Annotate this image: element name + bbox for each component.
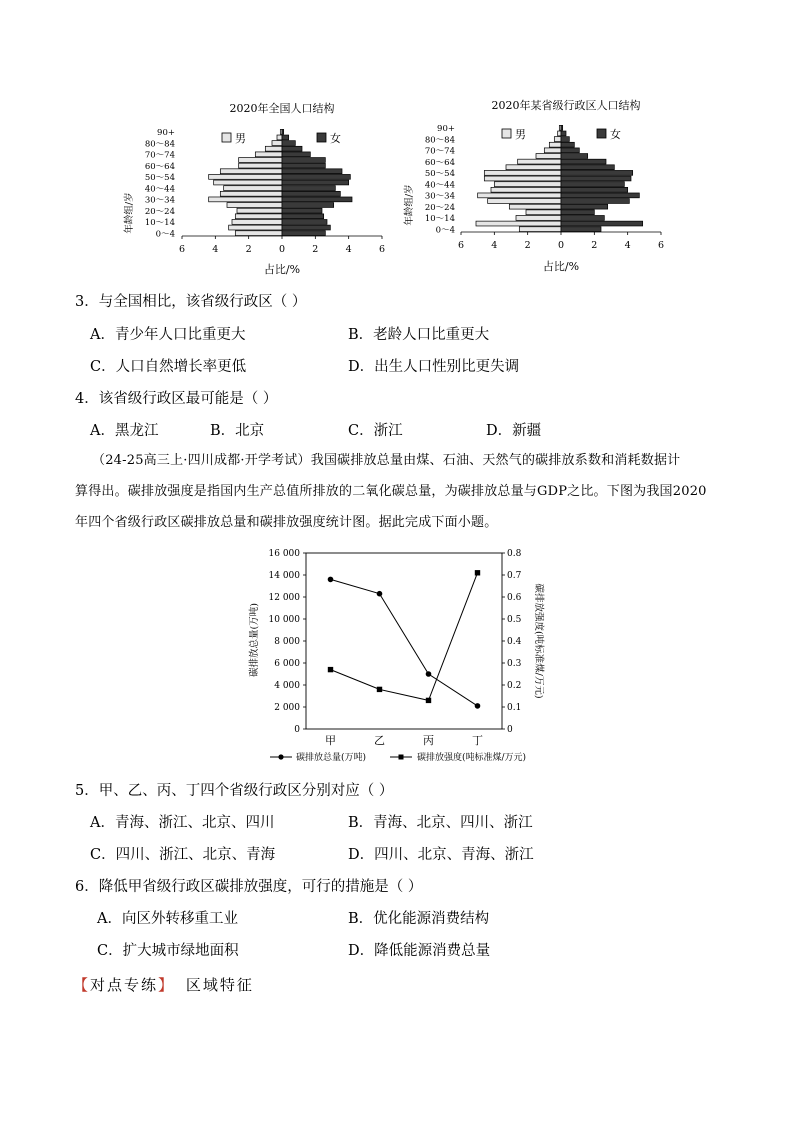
male-bar	[518, 159, 561, 164]
age-group-label: 20～24	[144, 206, 175, 217]
male-bar	[255, 152, 282, 157]
male-bar	[277, 135, 282, 140]
male-bar	[554, 137, 561, 142]
x-category-label: 乙	[374, 734, 385, 747]
x-tick-label: 6	[178, 244, 186, 255]
question-4-option-d[interactable]: D．新疆	[486, 423, 542, 439]
female-bar	[282, 169, 342, 174]
female-bar	[561, 154, 588, 159]
female-bar	[561, 199, 629, 204]
female-bar	[282, 180, 349, 185]
section-bracket-close: 】	[158, 976, 176, 994]
y2-tick-label: 0.1	[507, 703, 522, 714]
male-bar	[478, 193, 561, 198]
passage-line-1: （24-25高三上·四川成都·开学考试）我国碳排放总量由煤、石油、天然气的碳排放系数和消耗数据计	[92, 453, 681, 468]
pyramid-xlabel: 占比/%	[263, 263, 301, 276]
male-bar	[227, 203, 282, 208]
male-bar	[239, 163, 282, 168]
question-6-option-d[interactable]: D．降低能源消费总量	[348, 943, 491, 959]
age-group-label: 30～34	[144, 195, 175, 206]
age-group-label: 50～54	[424, 169, 455, 180]
legend-female-label: 女	[610, 128, 621, 141]
male-bar	[506, 165, 561, 170]
y-tick-label: 12 000	[268, 593, 300, 604]
female-bar	[561, 165, 614, 170]
legend-total-marker	[278, 754, 283, 759]
question-5-stem: 5．甲、乙、丙、丁四个省级行政区分别对应（ ）	[75, 783, 394, 799]
population-pyramid-province	[398, 92, 688, 277]
female-bar	[282, 220, 327, 225]
female-bar	[282, 174, 350, 179]
pyramid-xlabel: 占比/%	[542, 260, 580, 273]
y-tick-label: 8 000	[274, 637, 300, 648]
y2-tick-label: 0.7	[507, 571, 522, 582]
male-bar	[558, 131, 561, 136]
male-bar	[220, 169, 282, 174]
female-bar	[561, 210, 594, 215]
male-bar	[209, 197, 282, 202]
y2-tick-label: 0.6	[507, 593, 522, 604]
female-bar	[561, 227, 601, 232]
male-bar	[484, 170, 561, 175]
legend-male-label: 男	[515, 128, 526, 141]
male-bar	[235, 214, 282, 219]
x-tick-label: 4	[345, 244, 352, 255]
x-tick-label: 0	[278, 244, 286, 255]
y-tick-label: 0	[294, 725, 300, 736]
male-bar	[476, 221, 561, 226]
legend-intensity-label: 碳排放强度(吨标准煤/万元)	[417, 753, 527, 763]
legend-male-swatch	[222, 133, 231, 142]
question-4-option-c[interactable]: C．浙江	[348, 423, 403, 439]
male-bar	[519, 227, 561, 232]
male-bar	[237, 208, 282, 213]
age-group-label: 90+	[157, 128, 175, 139]
male-bar	[239, 158, 282, 163]
question-5-option-c[interactable]: C．四川、浙江、北京、青海	[90, 847, 276, 863]
age-group-label: 50～54	[144, 173, 175, 184]
female-bar	[282, 225, 330, 230]
age-group-label: 0～4	[435, 225, 455, 236]
question-4-stem: 4．该省级行政区最可能是（ ）	[75, 391, 278, 407]
question-6-option-a[interactable]: A．向区外转移重工业	[97, 911, 238, 927]
male-bar	[494, 182, 561, 187]
male-bar	[544, 148, 561, 153]
female-bar	[282, 146, 302, 151]
y2-tick-label: 0.5	[507, 615, 522, 626]
question-4-option-b[interactable]: B．北京	[210, 423, 265, 439]
x-tick-label: 6	[378, 244, 386, 255]
age-group-label: 10～14	[144, 218, 175, 229]
pyramid-ylabel: 年龄组/岁	[404, 184, 415, 226]
age-group-label: 60～64	[144, 161, 175, 172]
pyramid-bars	[476, 125, 643, 231]
age-group-label: 70～74	[144, 150, 175, 161]
question-6-option-c[interactable]: C．扩大城市绿地面积	[97, 943, 239, 959]
age-group-label: 70～74	[424, 146, 455, 157]
total-emission-point	[328, 577, 334, 583]
female-bar	[282, 186, 335, 191]
female-bar	[561, 204, 608, 209]
age-group-label: 0～4	[155, 229, 175, 240]
male-bar	[484, 176, 561, 181]
emission-intensity-point	[426, 698, 431, 703]
female-bar	[561, 125, 563, 130]
female-bar	[561, 131, 566, 136]
emission-intensity-point	[475, 570, 480, 575]
male-bar	[229, 225, 282, 230]
question-3-option-d[interactable]: D．出生人口性别比更失调	[348, 359, 520, 375]
question-3-stem: 3．与全国相比，该省级行政区（ ）	[75, 294, 307, 310]
carbon-emission-chart	[240, 543, 560, 773]
female-bar	[561, 221, 643, 226]
male-bar	[536, 154, 561, 159]
age-group-label: 40～44	[144, 184, 175, 195]
y2-tick-label: 0.8	[507, 549, 522, 560]
age-group-label: 80～84	[144, 139, 175, 150]
pyramid-title: 2020年全国人口结构	[229, 102, 335, 115]
female-bar	[561, 182, 624, 187]
male-bar	[272, 141, 282, 146]
female-bar	[282, 203, 334, 208]
y-tick-label: 14 000	[268, 571, 300, 582]
female-bar	[561, 148, 579, 153]
female-bar	[561, 170, 633, 175]
pyramid-ylabel: 年龄组/岁	[124, 192, 135, 234]
female-bar	[282, 163, 325, 168]
question-6-option-b[interactable]: B．优化能源消费结构	[348, 911, 490, 927]
age-group-label: 40～44	[424, 180, 455, 191]
y2-tick-label: 0	[507, 725, 513, 736]
section-heading	[73, 974, 254, 995]
passage-line-3: 年四个省级行政区碳排放总量和碳排放强度统计图。据此完成下面小题。	[75, 515, 498, 530]
male-bar	[491, 187, 561, 192]
female-bar	[561, 216, 604, 221]
y2-tick-label: 0.3	[507, 659, 522, 670]
x-tick-label: 2	[245, 244, 252, 255]
male-bar	[516, 216, 561, 221]
male-bar	[488, 199, 561, 204]
male-bar	[549, 142, 561, 147]
female-bar	[561, 137, 569, 142]
legend-total-label: 碳排放总量(万吨)	[296, 753, 367, 763]
legend-male-swatch	[502, 129, 511, 138]
female-bar	[282, 129, 284, 134]
female-bar	[282, 197, 352, 202]
total-emission-point	[377, 591, 383, 597]
question-4-option-a[interactable]: A．黑龙江	[90, 423, 159, 439]
legend-female-swatch	[597, 129, 606, 138]
y-tick-label: 10 000	[268, 615, 300, 626]
chart-legend	[270, 751, 526, 763]
female-bar	[282, 208, 322, 213]
male-bar	[214, 180, 282, 185]
x-tick-label: 0	[557, 240, 565, 251]
x-tick-label: 6	[457, 240, 465, 251]
male-bar	[509, 204, 561, 209]
x-tick-label: 2	[524, 240, 531, 251]
y-tick-label: 2 000	[274, 703, 300, 714]
chart-series	[328, 570, 481, 709]
female-bar	[282, 191, 340, 196]
emission-intensity-point	[377, 687, 382, 692]
legend-male-label: 男	[235, 132, 246, 145]
age-group-label: 20～24	[424, 202, 455, 213]
x-tick-label: 6	[657, 240, 665, 251]
female-bar	[282, 158, 325, 163]
female-bar	[561, 193, 639, 198]
x-tick-label: 2	[591, 240, 598, 251]
female-bar	[282, 152, 310, 157]
question-5-option-b[interactable]: B．青海、北京、四川、浙江	[348, 815, 533, 831]
question-5-option-a[interactable]: A．青海、浙江、北京、四川	[90, 815, 275, 831]
male-bar	[265, 146, 282, 151]
male-bar	[232, 220, 282, 225]
question-6-stem: 6．降低甲省级行政区碳排放强度，可行的措施是（ ）	[75, 879, 423, 895]
female-bar	[561, 187, 628, 192]
question-5-option-d[interactable]: D．四川、北京、青海、浙江	[348, 847, 534, 863]
age-group-label: 60～64	[424, 157, 455, 168]
age-group-label: 10～14	[424, 214, 455, 225]
total-emission-line	[331, 579, 478, 706]
legend-female-swatch	[317, 133, 326, 142]
female-bar	[282, 141, 295, 146]
x-tick-label: 4	[491, 240, 498, 251]
section-title: 区域特征	[185, 976, 254, 994]
x-category-label: 丁	[472, 734, 483, 747]
y2-tick-label: 0.2	[507, 681, 522, 692]
x-category-label: 甲	[325, 734, 336, 747]
pyramid-bars	[209, 129, 352, 235]
legend-intensity-marker	[399, 755, 404, 760]
question-3-option-a[interactable]: A．青少年人口比重更大	[90, 327, 246, 343]
x-tick-label: 2	[312, 244, 319, 255]
total-emission-point	[426, 671, 432, 677]
y2-tick-label: 0.4	[507, 637, 522, 648]
male-bar	[224, 186, 282, 191]
female-bar	[561, 142, 574, 147]
male-bar	[235, 231, 282, 236]
female-bar	[282, 231, 325, 236]
male-bar	[220, 191, 282, 196]
age-group-label: 90+	[437, 124, 455, 135]
y-tick-label: 16 000	[268, 549, 300, 560]
y-tick-label: 4 000	[274, 681, 300, 692]
emission-intensity-line	[331, 573, 478, 701]
male-bar	[526, 210, 561, 215]
age-group-label: 80～84	[424, 135, 455, 146]
x-tick-label: 4	[212, 244, 219, 255]
chart-axes	[269, 549, 522, 747]
y2-axis-label: 碳排放强度(吨标准煤/万元)	[533, 583, 544, 699]
population-pyramid-national	[118, 95, 408, 280]
passage-line-2: 算得出。碳排放强度是指国内生产总值所排放的二氧化碳总量，为碳排放总量与GDP之比。下图为我国2020	[75, 484, 707, 499]
section-label: 对点专练	[90, 976, 159, 994]
male-bar	[209, 174, 282, 179]
y-axis-label: 碳排放总量(万吨)	[249, 603, 260, 677]
female-bar	[282, 214, 324, 219]
x-category-label: 丙	[423, 734, 434, 747]
y-tick-label: 6 000	[274, 659, 300, 670]
age-group-label: 30～34	[424, 191, 455, 202]
legend-female-label: 女	[330, 132, 341, 145]
question-3-option-c[interactable]: C．人口自然增长率更低	[90, 359, 247, 375]
question-3-option-b[interactable]: B．老龄人口比重更大	[348, 327, 490, 343]
total-emission-point	[475, 703, 481, 709]
emission-intensity-point	[328, 667, 333, 672]
pyramid-title: 2020年某省级行政区人口结构	[491, 99, 641, 112]
female-bar	[561, 159, 606, 164]
female-bar	[561, 176, 631, 181]
x-tick-label: 4	[624, 240, 631, 251]
section-bracket-open: 【	[73, 976, 91, 994]
female-bar	[282, 135, 289, 140]
